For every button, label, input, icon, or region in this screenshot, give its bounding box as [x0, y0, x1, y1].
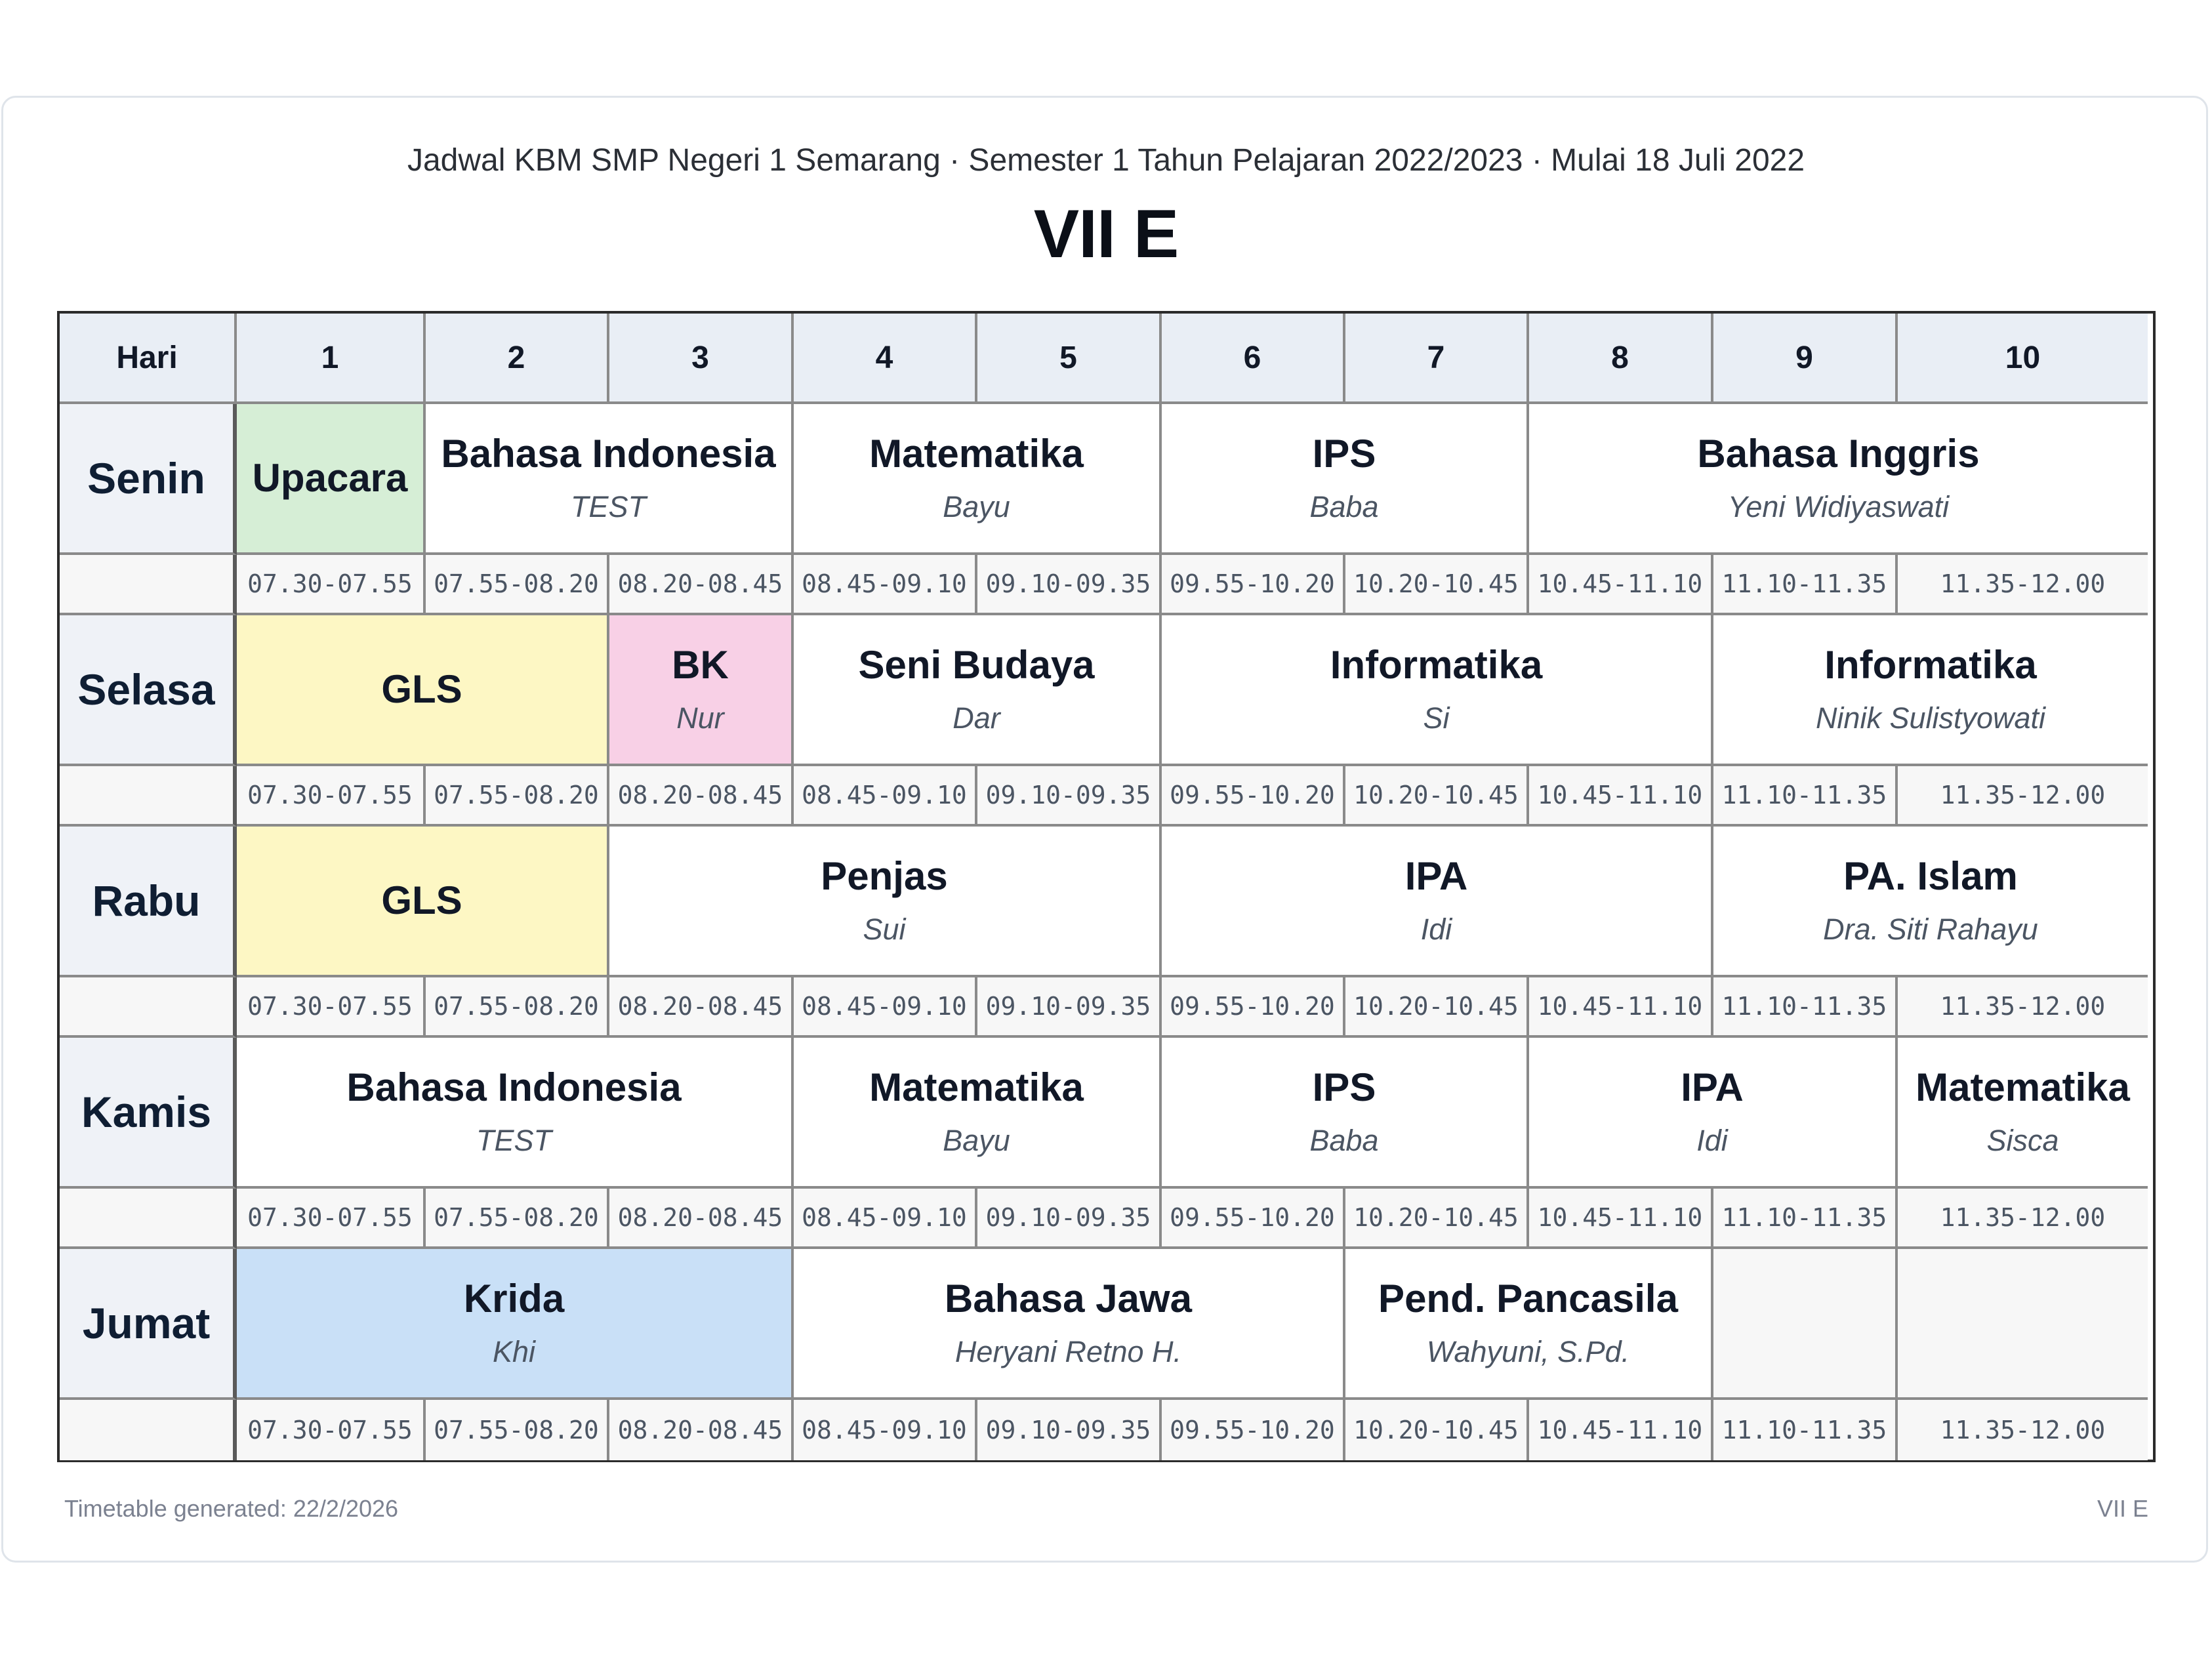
header-period: 10 — [1898, 314, 2148, 404]
lesson-teacher: Si — [1423, 701, 1450, 735]
time-slot: 07.30-07.55 — [237, 1189, 426, 1249]
lesson-subject: Krida — [463, 1277, 565, 1321]
lesson-subject: Informatika — [1824, 643, 2037, 687]
time-slot: 08.20-08.45 — [609, 1189, 794, 1249]
lesson-cell — [1898, 1038, 2148, 1189]
time-slot: 09.10-09.35 — [977, 1400, 1162, 1460]
lesson-subject: BK — [672, 643, 729, 687]
lesson-teacher: Yeni Widiyaswati — [1727, 490, 1950, 523]
lesson-cell — [794, 404, 1162, 555]
empty-slot — [1713, 1249, 1898, 1400]
time-slot: 08.45-09.10 — [794, 1400, 977, 1460]
lesson-cell — [794, 615, 1162, 766]
time-slot: 10.20-10.45 — [1345, 766, 1529, 827]
header-period: 6 — [1162, 314, 1345, 404]
time-slot: 09.10-09.35 — [977, 555, 1162, 615]
time-slot: 11.35-12.00 — [1898, 977, 2148, 1038]
lesson-cell — [237, 1038, 794, 1189]
lesson-cell — [1162, 827, 1713, 977]
header-period: 4 — [794, 314, 977, 404]
lesson-subject: IPA — [1681, 1065, 1744, 1109]
lesson-cell — [237, 1249, 794, 1400]
lesson-teacher: Dar — [952, 701, 1000, 735]
time-slot: 07.30-07.55 — [237, 977, 426, 1038]
day-time-spacer — [60, 1189, 237, 1249]
header-period: 1 — [237, 314, 426, 404]
time-slot: 08.20-08.45 — [609, 977, 794, 1038]
time-slot: 07.30-07.55 — [237, 555, 426, 615]
time-slot: 11.35-12.00 — [1898, 555, 2148, 615]
time-slot: 10.45-11.10 — [1529, 977, 1713, 1038]
empty-slot — [1898, 1249, 2148, 1400]
lesson-cell — [237, 827, 609, 977]
lesson-subject: IPA — [1404, 854, 1468, 898]
lesson-teacher: TEST — [476, 1124, 552, 1157]
class-title: VII E — [1033, 196, 1179, 272]
lesson-cell — [1713, 615, 2148, 766]
lesson-subject: IPS — [1312, 1065, 1376, 1109]
header-period: 2 — [426, 314, 609, 404]
time-slot: 10.45-11.10 — [1529, 1400, 1713, 1460]
lesson-subject: Upacara — [252, 456, 408, 500]
lesson-subject: Bahasa Jawa — [945, 1277, 1192, 1321]
day-time-spacer — [60, 977, 237, 1038]
day-label: Selasa — [60, 615, 237, 766]
generated-date: Timetable generated: 22/2/2026 — [64, 1495, 399, 1522]
header-period: 7 — [1345, 314, 1529, 404]
header-period: 9 — [1713, 314, 1898, 404]
lesson-cell — [1162, 404, 1529, 555]
time-slot: 08.20-08.45 — [609, 555, 794, 615]
lesson-cell — [1713, 827, 2148, 977]
day-time-spacer — [60, 1400, 237, 1460]
lesson-teacher: Idi — [1420, 912, 1452, 946]
lesson-cell — [1529, 404, 2148, 555]
time-slot: 10.45-11.10 — [1529, 1189, 1713, 1249]
timetable-grid — [57, 311, 2156, 1462]
time-slot: 09.55-10.20 — [1162, 977, 1345, 1038]
time-slot: 10.45-11.10 — [1529, 555, 1713, 615]
time-slot: 08.20-08.45 — [609, 1400, 794, 1460]
lesson-cell — [1529, 1038, 1898, 1189]
lesson-teacher: Ninik Sulistyowati — [1815, 701, 2046, 735]
time-slot: 10.45-11.10 — [1529, 766, 1713, 827]
time-slot: 07.55-08.20 — [426, 555, 609, 615]
time-slot: 09.55-10.20 — [1162, 1189, 1345, 1249]
day-label: Rabu — [60, 827, 237, 977]
lesson-teacher: Sisca — [1986, 1124, 2059, 1157]
lesson-teacher: Khi — [492, 1335, 536, 1368]
footer-class-label: VII E — [2097, 1495, 2148, 1522]
lesson-subject: Informatika — [1330, 643, 1543, 687]
lesson-teacher: Bayu — [943, 1124, 1010, 1157]
time-slot: 11.35-12.00 — [1898, 1400, 2148, 1460]
time-slot: 07.55-08.20 — [426, 766, 609, 827]
time-slot: 08.45-09.10 — [794, 1189, 977, 1249]
time-slot: 11.10-11.35 — [1713, 1400, 1898, 1460]
time-slot: 11.10-11.35 — [1713, 1189, 1898, 1249]
lesson-subject: Bahasa Indonesia — [346, 1065, 682, 1109]
time-slot: 08.45-09.10 — [794, 977, 977, 1038]
lesson-subject: Bahasa Indonesia — [441, 432, 776, 476]
lesson-cell — [794, 1038, 1162, 1189]
lesson-cell — [609, 827, 1162, 977]
time-slot: 09.55-10.20 — [1162, 1400, 1345, 1460]
lesson-subject: GLS — [381, 667, 462, 711]
time-slot: 07.55-08.20 — [426, 1189, 609, 1249]
time-slot: 09.55-10.20 — [1162, 555, 1345, 615]
day-time-spacer — [60, 766, 237, 827]
time-slot: 08.45-09.10 — [794, 555, 977, 615]
lesson-teacher: Bayu — [943, 490, 1010, 523]
schedule-subtitle: Jadwal KBM SMP Negeri 1 Semarang · Semester 1 Tahun Pelajaran 2022/2023 · Mulai 18 Juli 2022 — [407, 143, 1805, 178]
time-slot: 11.35-12.00 — [1898, 1189, 2148, 1249]
time-slot: 07.55-08.20 — [426, 977, 609, 1038]
lesson-cell — [1162, 1038, 1529, 1189]
time-slot: 09.55-10.20 — [1162, 766, 1345, 827]
lesson-teacher: Heryani Retno H. — [954, 1335, 1182, 1368]
header-period: 5 — [977, 314, 1162, 404]
day-label: Jumat — [60, 1249, 237, 1400]
time-slot: 10.20-10.45 — [1345, 1400, 1529, 1460]
time-slot: 10.20-10.45 — [1345, 555, 1529, 615]
time-slot: 11.10-11.35 — [1713, 977, 1898, 1038]
lesson-cell — [426, 404, 794, 555]
time-slot: 11.10-11.35 — [1713, 555, 1898, 615]
time-slot: 07.30-07.55 — [237, 1400, 426, 1460]
lesson-subject: Matematika — [869, 432, 1084, 476]
header-hari: Hari — [60, 314, 237, 404]
time-slot: 07.30-07.55 — [237, 766, 426, 827]
time-slot: 09.10-09.35 — [977, 1189, 1162, 1249]
time-slot: 08.45-09.10 — [794, 766, 977, 827]
time-slot: 08.20-08.45 — [609, 766, 794, 827]
lesson-teacher: Dra. Siti Rahayu — [1823, 912, 2038, 946]
time-slot: 10.20-10.45 — [1345, 977, 1529, 1038]
lesson-cell — [1162, 615, 1713, 766]
lesson-subject: Bahasa Inggris — [1697, 432, 1980, 476]
lesson-subject: Seni Budaya — [858, 643, 1095, 687]
lesson-teacher: Idi — [1696, 1124, 1728, 1157]
lesson-subject: PA. Islam — [1843, 854, 2018, 898]
lesson-teacher: Wahyuni, S.Pd. — [1426, 1335, 1630, 1368]
day-label: Kamis — [60, 1038, 237, 1189]
lesson-subject: IPS — [1312, 432, 1376, 476]
lesson-cell — [237, 404, 426, 555]
time-slot: 10.20-10.45 — [1345, 1189, 1529, 1249]
lesson-cell — [1345, 1249, 1713, 1400]
lesson-cell — [237, 615, 609, 766]
time-slot: 11.35-12.00 — [1898, 766, 2148, 827]
time-slot: 07.55-08.20 — [426, 1400, 609, 1460]
lesson-cell — [609, 615, 794, 766]
lesson-subject: GLS — [381, 878, 462, 922]
lesson-teacher: TEST — [570, 490, 646, 523]
lesson-teacher: Baba — [1309, 1124, 1379, 1157]
day-time-spacer — [60, 555, 237, 615]
lesson-teacher: Baba — [1309, 490, 1379, 523]
lesson-subject: Penjas — [821, 854, 948, 898]
day-label: Senin — [60, 404, 237, 555]
lesson-subject: Matematika — [869, 1065, 1084, 1109]
time-slot: 09.10-09.35 — [977, 977, 1162, 1038]
lesson-subject: Matematika — [1915, 1065, 2130, 1109]
time-slot: 09.10-09.35 — [977, 766, 1162, 827]
header-period: 3 — [609, 314, 794, 404]
lesson-cell — [794, 1249, 1345, 1400]
lesson-subject: Pend. Pancasila — [1378, 1277, 1678, 1321]
lesson-teacher: Nur — [676, 701, 724, 735]
lesson-teacher: Sui — [863, 912, 906, 946]
header-period: 8 — [1529, 314, 1713, 404]
time-slot: 11.10-11.35 — [1713, 766, 1898, 827]
